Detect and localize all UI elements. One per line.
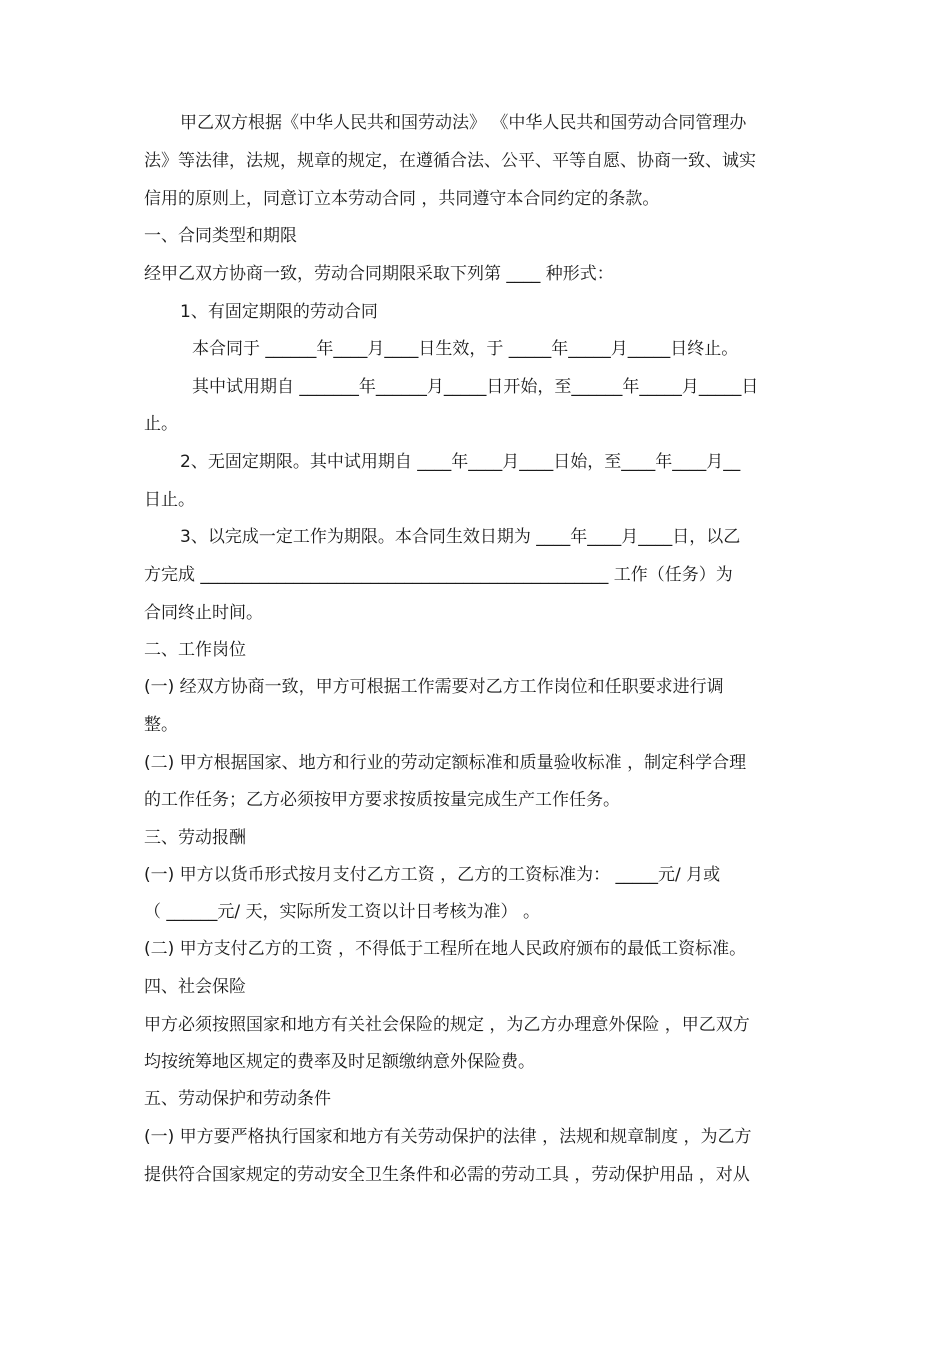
- document-line: 经甲乙双方协商一致，劳动合同期限采取下列第 ____ 种形式：: [144, 264, 614, 284]
- document-line: 四、社会保险: [144, 977, 246, 997]
- document-line: 法》等法律，法规，规章的规定，在遵循合法、公平、平等自愿、协商一致、诚实: [144, 151, 756, 171]
- document-line: (一) 经双方协商一致，甲方可根据工作需要对乙方工作岗位和任职要求进行调: [144, 677, 724, 697]
- document-line: 1、有固定期限的劳动合同: [180, 302, 378, 322]
- document-line: 日止。: [144, 490, 195, 510]
- document-line: 信用的原则上，同意订立本劳动合同 ，共同遵守本合同约定的条款。: [144, 189, 660, 209]
- document-line: 止。: [144, 414, 178, 434]
- document-line: 2、无固定期限。其中试用期自 ____年____月____日始，至____年____月__: [180, 452, 741, 472]
- document-line: 合同终止时间。: [144, 603, 263, 623]
- document-line: 一、合同类型和期限: [144, 226, 297, 246]
- document-line: （ ______元/ 天，实际所发工资以计日考核为准） 。: [144, 902, 540, 922]
- document-line: 3、以完成一定工作为期限。本合同生效日期为 ____年____月____日，以乙: [180, 527, 741, 547]
- document-line: 甲乙双方根据《中华人民共和国劳动法》 《中华人民共和国劳动合同管理办: [180, 113, 747, 133]
- document-line: (一) 甲方要严格执行国家和地方有关劳动保护的法律 ，法规和规章制度 ，为乙方: [144, 1127, 752, 1147]
- document-line: 均按统筹地区规定的费率及时足额缴纳意外保险费。: [144, 1052, 535, 1072]
- document-line: 五、劳动保护和劳动条件: [144, 1089, 331, 1109]
- document-line: (一) 甲方以货币形式按月支付乙方工资 ，乙方的工资标准为： _____元/ 月或: [144, 865, 721, 885]
- document-line: 二、工作岗位: [144, 640, 246, 660]
- document-line: 的工作任务；乙方必须按甲方要求按质按量完成生产工作任务。: [144, 790, 620, 810]
- document-line: 方完成 ________________________________________________ 工作（任务）为: [144, 565, 733, 585]
- document-line: (二) 甲方根据国家、地方和行业的劳动定额标准和质量验收标准 ，制定科学合理: [144, 753, 747, 773]
- document-line: (二) 甲方支付乙方的工资 ，不得低于工程所在地人民政府颁布的最低工资标准。: [144, 939, 747, 959]
- document-line: 其中试用期自 _______年______月_____日开始，至______年_____月_____日: [192, 377, 759, 397]
- document-line: 整。: [144, 715, 178, 735]
- document-line: 三、劳动报酬: [144, 828, 246, 848]
- document-line: 提供符合国家规定的劳动安全卫生条件和必需的劳动工具 ，劳动保护用品 ，对从: [144, 1165, 750, 1185]
- document-line: 甲方必须按照国家和地方有关社会保险的规定 ，为乙方办理意外保险 ，甲乙双方: [144, 1015, 750, 1035]
- document-line: 本合同于 ______年____月____日生效，于 _____年_____月_____日终止。: [192, 339, 739, 359]
